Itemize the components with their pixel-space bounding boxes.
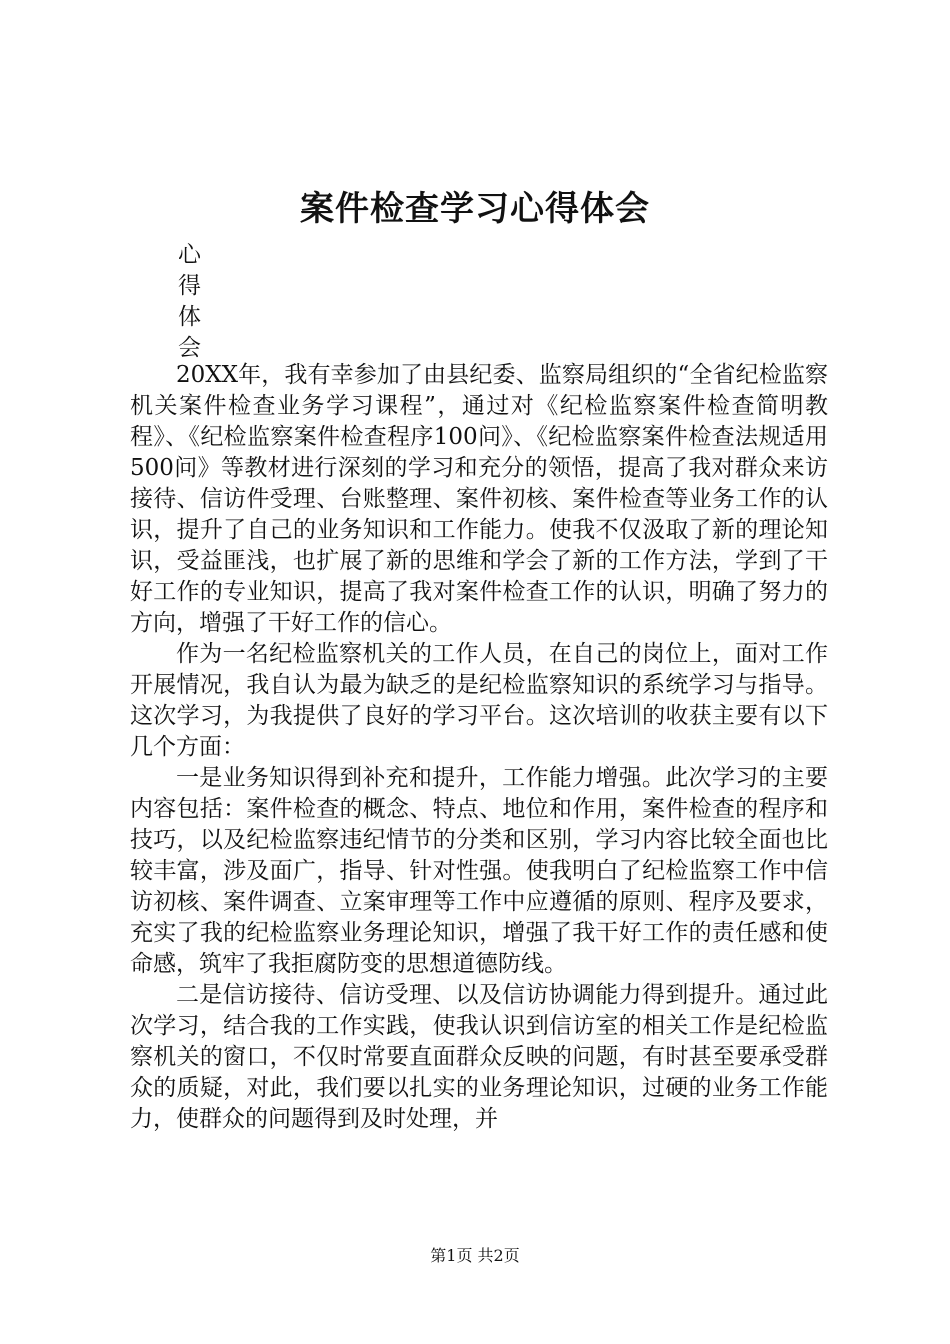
document-body — [130, 360, 828, 1135]
vertical-heading-char: 得 — [178, 273, 201, 299]
body-paragraph: 二是信访接待、信访受理、以及信访协调能力得到提升。通过此次学习，结合我的工作实践，使我认识到信访室的相关工作是纪检监察机关的窗口，不仅时常要直面群众反映的问题，有时甚至要承受群众的质疑，对此，我们要以扎实的业务理论知识，过硬的业务工作能力，使群众的问题得到及时处理，并 — [130, 982, 828, 1132]
document-title: 案件检查学习心得体会 — [300, 189, 650, 229]
vertical-heading-char: 会 — [178, 335, 201, 361]
vertical-heading — [178, 240, 208, 364]
body-paragraph: 作为一名纪检监察机关的工作人员，在自己的岗位上，面对工作开展情况，我自认为最为缺乏的是纪检监察知识的系统学习与指导。这次学习，为我提供了良好的学习平台。这次培训的收获主要有以下几个方面： — [130, 641, 828, 760]
body-paragraph: 一是业务知识得到补充和提升，工作能力增强。此次学习的主要内容包括：案件检查的概念、特点、地位和作用，案件检查的程序和技巧，以及纪检监察违纪情节的分类和区别，学习内容比较全面也比较丰富，涉及面广，指导、针对性强。使我明白了纪检监察工作中信访初核、案件调查、立案审理等工作中应遵循的原则、程序及要求，充实了我的纪检监察业务理论知识，增强了我干好工作的责任感和使命感，筑牢了我拒腐防变的思想道德防线。 — [130, 765, 828, 977]
vertical-heading-char: 体 — [178, 304, 201, 330]
page-footer: 第1页 共2页 — [430, 1246, 520, 1265]
vertical-heading-char: 心 — [178, 242, 201, 268]
body-paragraph: 20XX年，我有幸参加了由县纪委、监察局组织的“全省纪检监察机关案件检查业务学习课程”，通过对《纪检监察案件检查简明教程》、《纪检监察案件检查程序100问》、《纪检监察案件检查法规适用500问》等教材进行深刻的学习和充分的领悟，提高了我对群众来访接待、信访件受理、台账整理、案件初核、案件检查等业务工作的认识，提升了自己的业务知识和工作能力。使我不仅汲取了新的理论知识，受益匪浅，也扩展了新的思维和学会了新的工作方法，学到了干好工作的专业知识，提高了我对案件检查工作的认识，明确了努力的方向，增强了干好工作的信心。 — [130, 362, 828, 636]
